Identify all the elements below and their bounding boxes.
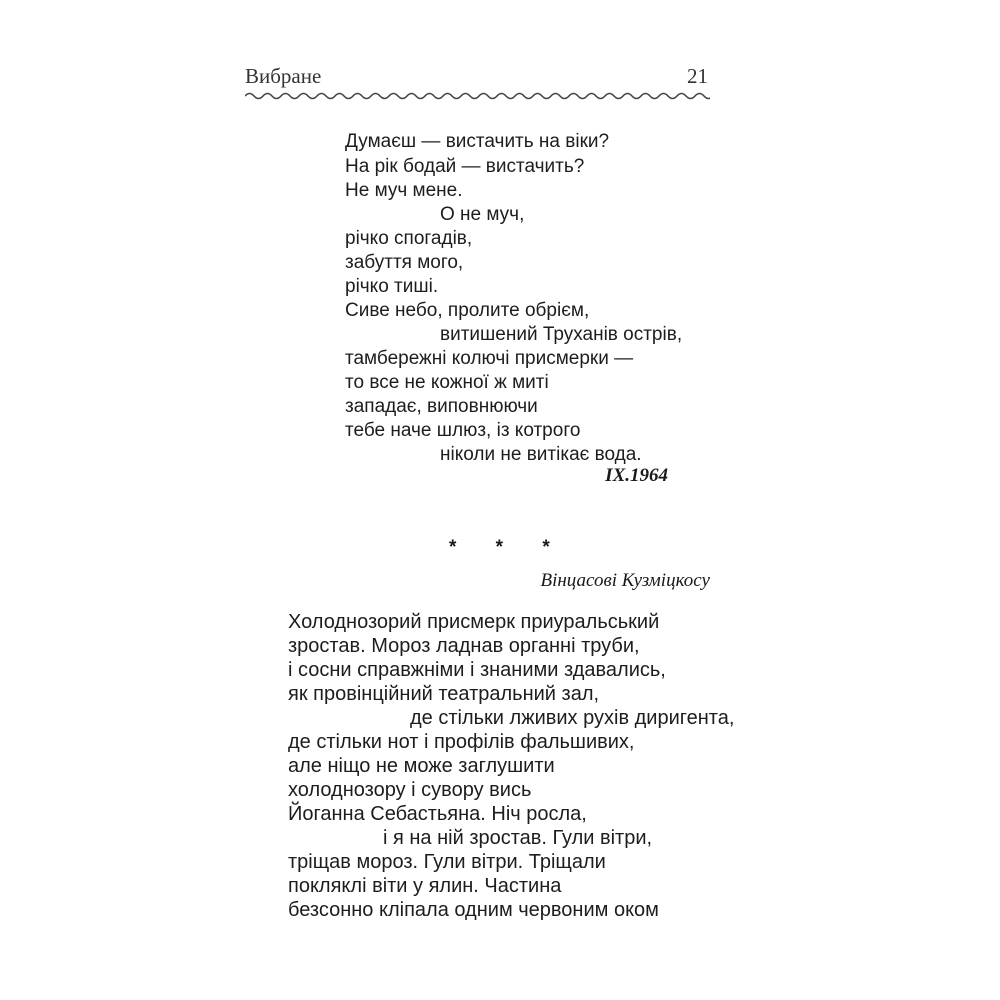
poem-line: западає, виповнюючи [345,396,538,417]
poem-line: На рік бодай — вистачить? [345,156,585,177]
poem-line: але ніщо не може заглушити [288,755,555,777]
poem-line: Йоганна Себастьяна. Ніч росла, [288,803,587,825]
poem-line: річко спогадів, [345,228,473,249]
section-separator: * * * [449,537,567,558]
poem-line: забуття мого, [345,252,464,273]
poem-line: Думаєш — вистачить на віки? [345,131,610,152]
dedication: Вінцасові Кузміцкосу [540,570,710,591]
poem-line: і я на ній зростав. Гули вітри, [383,827,653,849]
poem-line: тамбережні колючі присмерки — [345,348,634,369]
poem-date: IX.1964 [605,465,668,486]
poem-line: безсонно кліпала одним червоним оком [288,899,659,921]
poem-line: Сиве небо, пролите обрієм, [345,300,590,321]
poem-line: Не муч мене. [345,180,463,201]
poem-line: О не муч, [440,204,525,225]
poem-line: Холоднозорий присмерк приуральський [288,611,660,633]
wavy-divider [245,90,710,102]
poem-line: то все не кожної ж миті [345,372,549,393]
page-number: 21 [687,64,708,88]
book-title: Вибране [245,64,322,88]
poem-line: і сосни справжніми і знаними здавались, [288,659,666,681]
poem-line: витишений Труханів острів, [440,324,683,345]
poem-line: зростав. Мороз ладнав органні труби, [288,635,640,657]
poem-line: річко тиші. [345,276,439,297]
poem-line: покляклі віти у ялин. Частина [288,875,562,897]
poem-line: тебе наче шлюз, із котрого [345,420,581,441]
poem-line: як провінційний театральний зал, [288,683,600,705]
poem-line: де стільки нот і профілів фальшивих, [288,731,635,753]
poem-line: тріщав мороз. Гули вітри. Тріщали [288,851,606,873]
poem-line: холоднозору і сувору вись [288,779,532,801]
poem-line: ніколи не витікає вода. [440,444,642,465]
poem-line: де стільки лживих рухів диригента, [410,707,735,729]
